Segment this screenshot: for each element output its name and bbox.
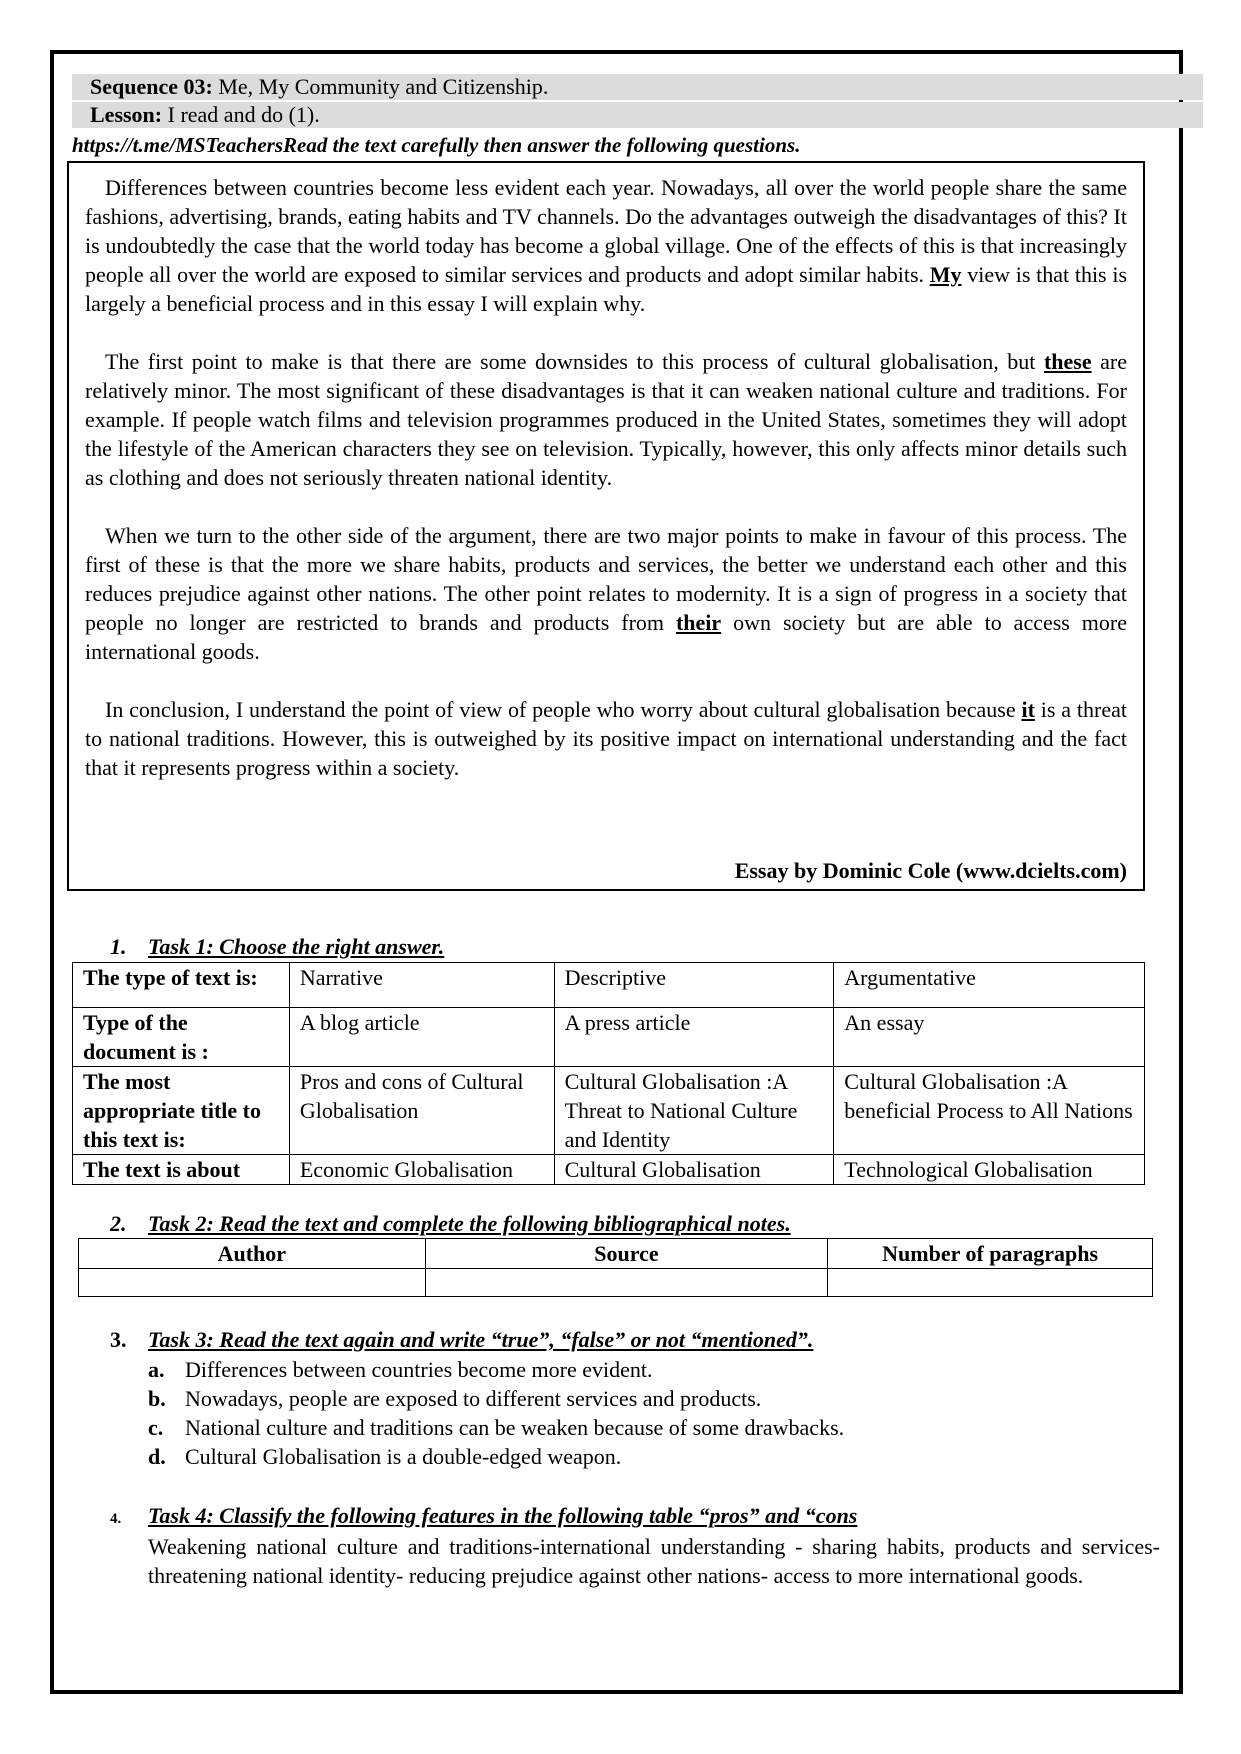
essay-paragraph-4: In conclusion, I understand the point of view of people who worry about cultural globalisation because it is a threat to national traditions. However, this is outweighed by its positive impact on international understanding and the fact that it represents progress within a society. [85, 697, 1127, 780]
essay-credit: Essay by Dominic Cole (www.dcielts.com) [734, 858, 1127, 883]
task3-heading: 3. Task 3: Read the text again and write “true”, “false” or not “mentioned”. [110, 1327, 814, 1352]
reference-word-it: it [1021, 697, 1035, 722]
table-row [79, 1269, 1153, 1297]
sequence-title: Me, My Community and Citizenship. [212, 74, 549, 99]
list-item: b. Nowadays, people are exposed to different services and products. [148, 1386, 762, 1411]
essay-paragraph-3: When we turn to the other side of the argument, there are two major points to make in favour of this process. The first of these is that the more we share habits, products and services, the better we understand each other and this reduces prejudice against other nations. The other point relates to modernity. It is a sign of progress in a society that people no longer are restricted to brands and products from their own society but are able to access more international goods. [85, 523, 1127, 664]
table-row: The text is about Economic Globalisation Cultural Globalisation Technological Globalisation [73, 1155, 1145, 1185]
table-row: The type of text is: Narrative Descriptive Argumentative [73, 963, 1145, 1008]
instruction-line: https://t.me/MSTeachersRead the text carefully then answer the following questions. [72, 133, 801, 157]
task2-table [78, 1238, 1153, 1297]
sequence-bar [72, 74, 1203, 100]
list-item: d. Cultural Globalisation is a double-edged weapon. [148, 1444, 622, 1469]
task4-heading: 4. Task 4: Classify the following features in the following table “pros” and “cons [110, 1503, 858, 1528]
author-answer-cell[interactable] [79, 1269, 426, 1297]
task3-list [148, 1355, 844, 1471]
lesson-title: I read and do (1). [162, 102, 320, 127]
list-item: c. National culture and traditions can be weaken because of some drawbacks. [148, 1415, 845, 1440]
sequence-label: Sequence 03: [90, 74, 213, 99]
lesson-bar [72, 102, 1203, 128]
list-item: a. Differences between countries become more evident. [148, 1357, 653, 1382]
essay-box [67, 161, 1145, 891]
essay-paragraph-1: Differences between countries become less evident each year. Nowadays, all over the world people share the same fashions, advertising, brands, eating habits and TV channels. Do the advantages outweigh the disadvantages of this? It is undoubtedly the case that the world today has become a global village. One of the effects of this is that increasingly people all over the world are exposed to similar services and products and adopt similar habits. My view is that this is largely a beneficial process and in this essay I will explain why. [85, 175, 1128, 316]
table-row: Type of the document is : A blog article A press article An essay [73, 1008, 1145, 1067]
essay-paragraph-2: The first point to make is that there are some downsides to this process of cultural globalisation, but these are relatively minor. The most significant of these disadvantages is that it can weaken national culture and traditions. For example. If people watch films and television programmes produced in the United States, sometimes they will adopt the lifestyle of the American characters they see on television. Typically, however, this only affects minor details such as clothing and does not seriously threaten national identity. [85, 349, 1127, 490]
source-answer-cell[interactable] [425, 1269, 828, 1297]
reference-word-their: their [675, 610, 722, 635]
lesson-label: Lesson: [90, 102, 163, 127]
paragraphs-answer-cell[interactable] [828, 1269, 1153, 1297]
reference-word-my: My [929, 262, 962, 287]
task1-table [72, 962, 1145, 1185]
table-row: The most appropriate title to this text is: Pros and cons of Cultural Globalisation Cultural Globalisation :A Threat to National Culture and Identity Cultural Globalisation :A beneficial Process to All Nations [73, 1067, 1145, 1155]
task2-heading: 2. Task 2: Read the text and complete the following bibliographical notes. [110, 1211, 791, 1236]
task1-heading: 1. Task 1: Choose the right answer. [110, 934, 445, 959]
table-row: Author Source Number of paragraphs [79, 1239, 1153, 1269]
task4-features: Weakening national culture and traditions-international understanding - sharing habits, products and services-threatening national identity- reducing prejudice against other nations- access to more international goods. [148, 1534, 1160, 1588]
reference-word-these: these [1043, 349, 1092, 374]
